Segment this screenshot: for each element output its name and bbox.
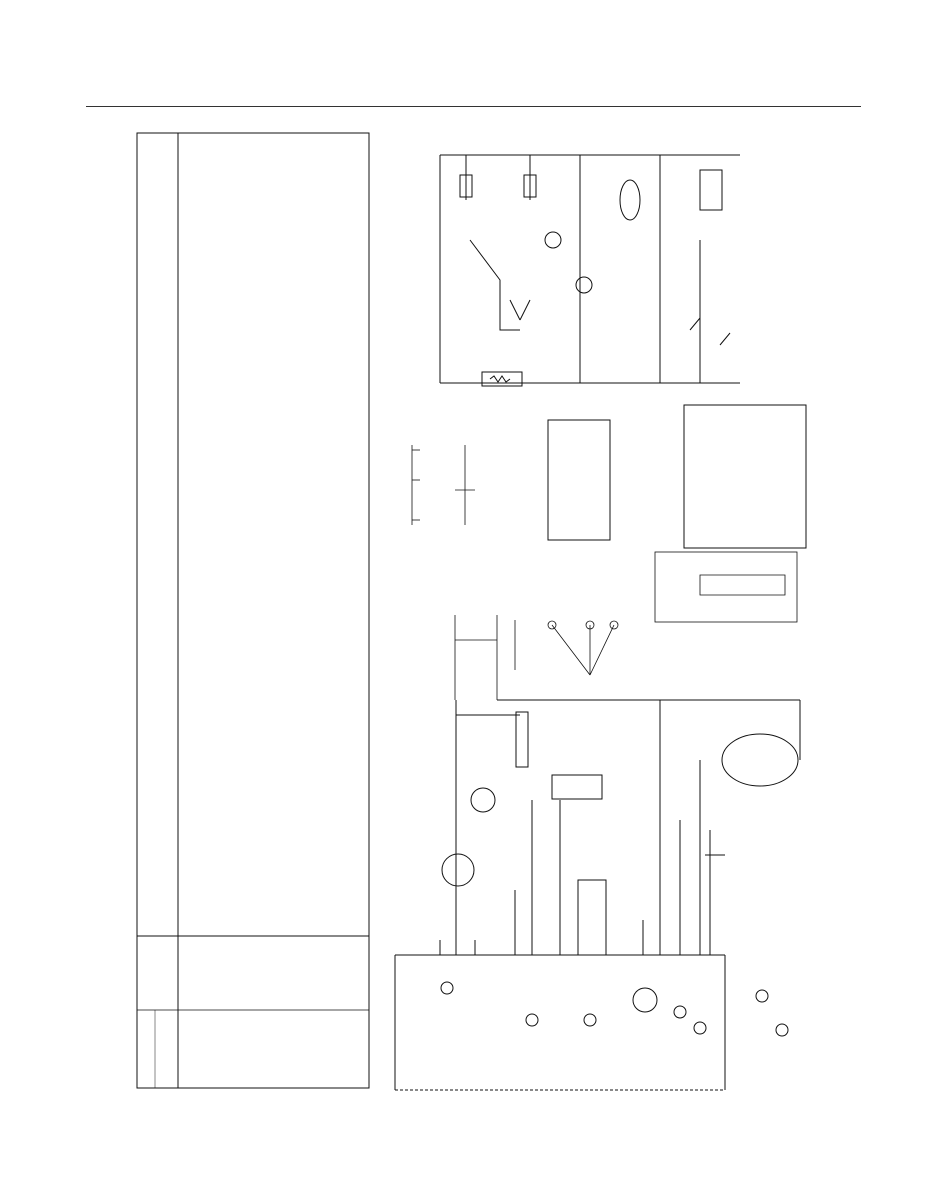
timer-chart [137, 133, 369, 1088]
pressure-switch-pictorial [442, 854, 474, 886]
service-plug-box [655, 552, 797, 622]
pump-motor-symbol [545, 232, 561, 248]
ladder-schematic [440, 155, 740, 386]
pressure-switch-wire [470, 240, 520, 330]
legend-box [684, 405, 806, 548]
spray-timing-detail [412, 445, 475, 525]
lid-lock-pictorial [516, 712, 528, 767]
pictorial-wiring [395, 700, 800, 1090]
motor-high-coil [700, 170, 722, 210]
pressure-switch-contact [510, 300, 530, 320]
water-valve-pictorial [552, 775, 602, 799]
pump-motor-pictorial [471, 788, 495, 812]
timer-plug-block [548, 420, 610, 540]
start-winding-symbol [620, 180, 640, 220]
timer-motor-symbol [576, 277, 592, 293]
timer-motor-pictorial [633, 988, 657, 1012]
service-cord-section [455, 552, 797, 700]
motor-pictorial [722, 734, 798, 786]
lid-lock-box [482, 372, 522, 386]
timer-chart-frame [137, 133, 369, 1088]
